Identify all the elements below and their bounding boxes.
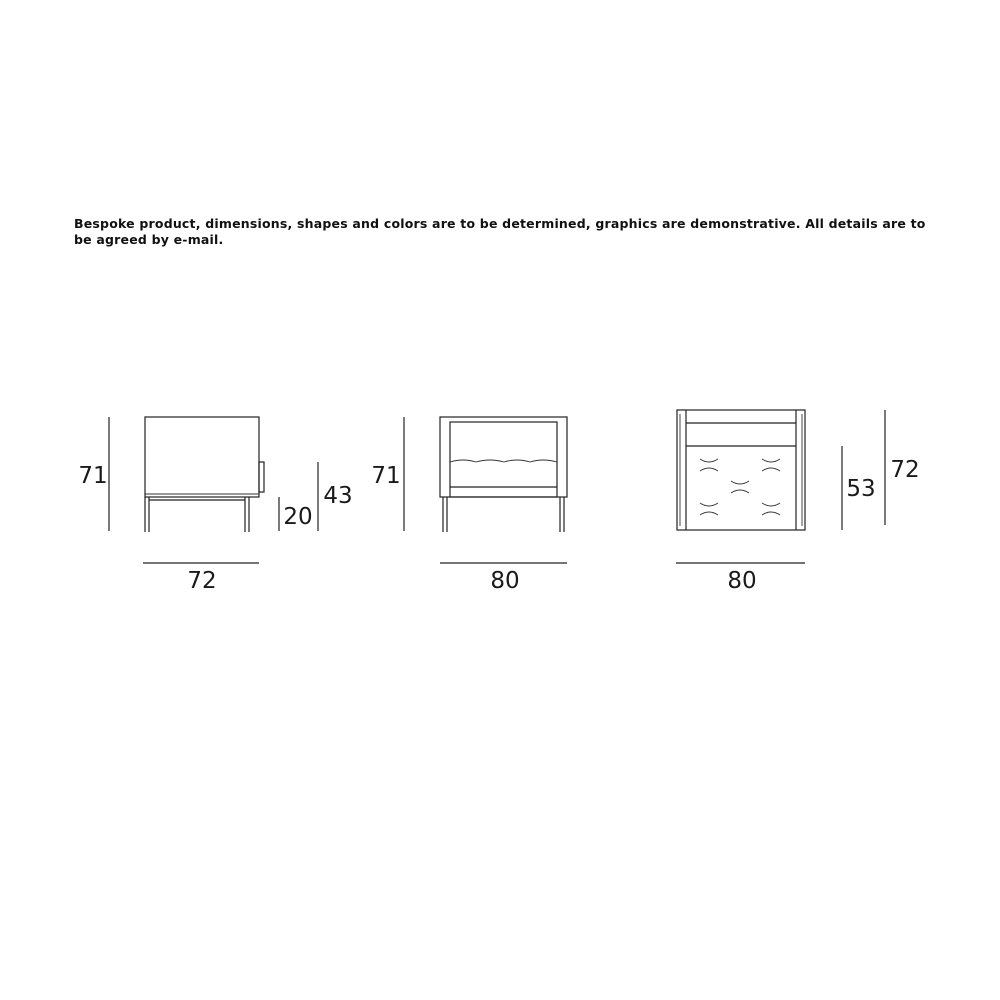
top-depth-label: 72 (890, 457, 920, 483)
side-view-armchair (145, 417, 264, 532)
side-depth-label: 72 (187, 568, 217, 594)
top-seat-depth-label: 53 (846, 476, 876, 502)
disclaimer-text: Bespoke product, dimensions, shapes and colors are to be determined, graphics are demonstrative. All details are to be agreed by e-mail. (74, 216, 926, 247)
front-width-label: 80 (490, 568, 520, 594)
front-view-armchair (440, 417, 567, 532)
side-view (78, 417, 352, 594)
top-view (676, 410, 920, 594)
top-view-armchair (677, 410, 805, 530)
side-height-label: 71 (78, 463, 108, 489)
top-width-label: 80 (727, 568, 757, 594)
front-height-label: 71 (371, 463, 401, 489)
tufting-buttons (700, 459, 780, 515)
side-leg-height-label: 20 (283, 504, 313, 530)
side-seat-height-label: 43 (323, 483, 353, 509)
front-view (371, 417, 567, 594)
